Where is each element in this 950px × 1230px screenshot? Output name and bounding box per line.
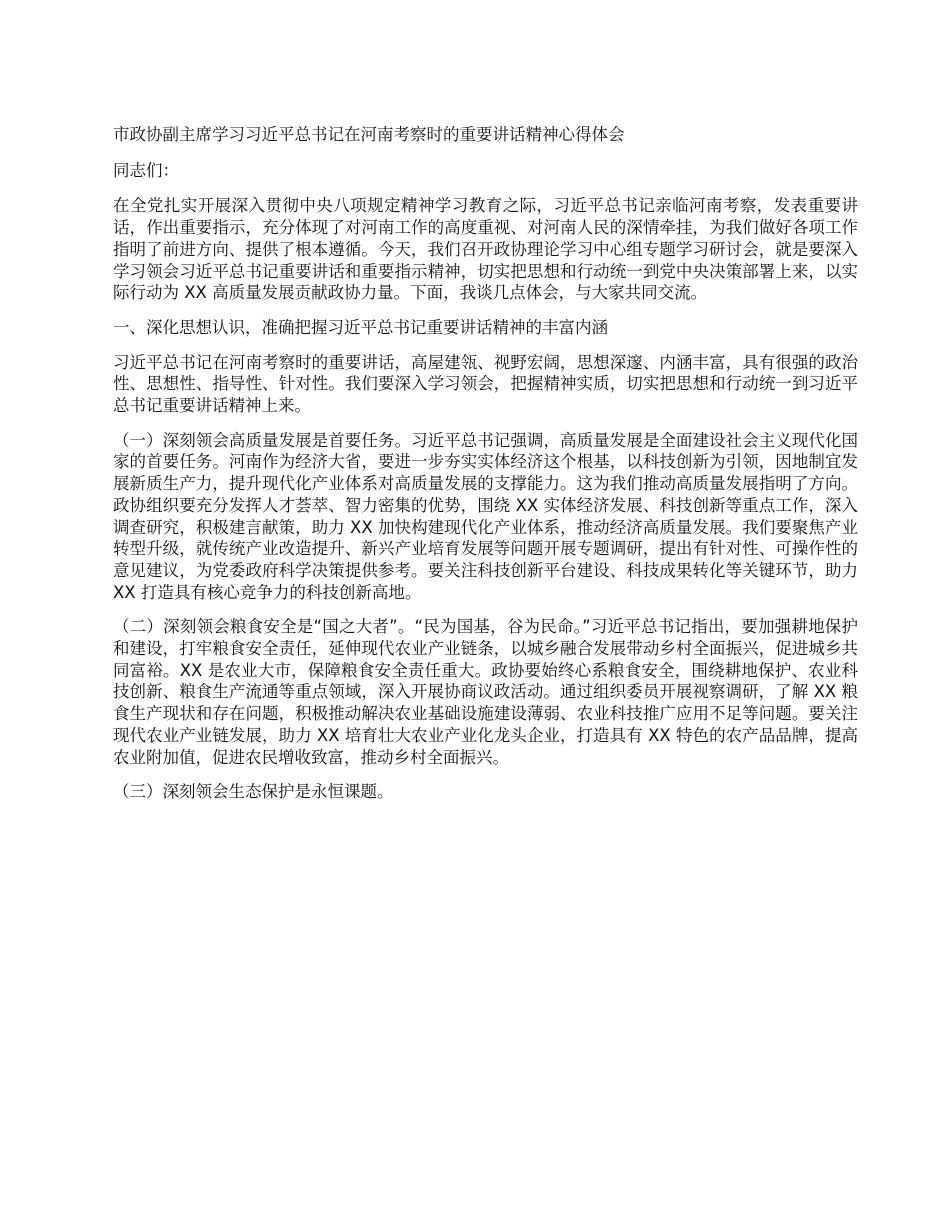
subsection-3-heading: （三）深刻领会生态保护是永恒课题。 bbox=[113, 782, 394, 802]
salutation: 同志们： bbox=[113, 160, 179, 180]
subsection-2-paragraph: （二）深刻领会粮食安全是“国之大者”。“民为国基，谷为民命。”习近平总书记指出，要加强耕地保护和建设，打牢粮食安全责任，延伸现代农业产业链条，以城乡融合发展带动乡村全面振兴，促进城乡共同富裕。XX 是农业大市，保障粮食安全责任重大。政协要始终心系粮食安全，围绕耕地保护、农业科技创新、粮食生产流通等重点领域，深入开展协商议政活动。通过组织委员开展视察调研，了解 XX 粮食生产现状和存在问题，积极推动解决农业基础设施建设薄弱、农业科技推广应用不足等问题。要关注现代农业产业链发展，助力 XX 培育壮大农业产业化龙头企业，打造具有 XX 特色的农产品品牌，提高农业附加值，促进农民增收致富，推动乡村全面振兴。 bbox=[113, 617, 858, 767]
document-page bbox=[113, 124, 858, 816]
section-heading-1: 一、深化思想认识，准确把握习近平总书记重要讲话精神的丰富内涵 bbox=[113, 317, 608, 337]
document-title: 市政协副主席学习习近平总书记在河南考察时的重要讲话精神心得体会 bbox=[113, 125, 625, 144]
subsection-1-paragraph: （一）深刻领会高质量发展是首要任务。习近平总书记强调，高质量发展是全面建设社会主义现代化国家的首要任务。河南作为经济大省，要进一步夯实实体经济这个根基，以科技创新为引领，因地制宜发展新质生产力，提升现代化产业体系对高质量发展的支撑能力。这为我们推动高质量发展指明了方向。政协组织要充分发挥人才荟萃、智力密集的优势，围绕 XX 实体经济发展、科技创新等重点工作，深入调查研究，积极建言献策，助力 XX 加快构建现代化产业体系，推动经济高质量发展。我们要聚焦产业转型升级，就传统产业改造提升、新兴产业培育发展等问题开展专题调研，提出有针对性、可操作性的意见建议，为党委政府科学决策提供参考。要关注科技创新平台建设、科技成果转化等关键环节，助力 XX 打造具有核心竞争力的科技创新高地。 bbox=[113, 430, 858, 602]
section-1-paragraph: 习近平总书记在河南考察时的重要讲话，高屋建瓴、视野宏阔，思想深邃、内涵丰富，具有很强的政治性、思想性、指导性、针对性。我们要深入学习领会，把握精神实质，切实把思想和行动统一到习近平总书记重要讲话精神上来。 bbox=[113, 352, 858, 416]
intro-paragraph: 在全党扎实开展深入贯彻中央八项规定精神学习教育之际，习近平总书记亲临河南考察，发表重要讲话，作出重要指示，充分体现了对河南工作的高度重视、对河南人民的深情牵挂，为我们做好各项工作指明了前进方向、提供了根本遵循。今天，我们召开政协理论学习中心组专题学习研讨会，就是要深入学习领会习近平总书记重要讲话和重要指示精神，切实把思想和行动统一到党中央决策部署上来，以实际行动为 XX 高质量发展贡献政协力量。下面，我谈几点体会，与大家共同交流。 bbox=[113, 196, 858, 303]
